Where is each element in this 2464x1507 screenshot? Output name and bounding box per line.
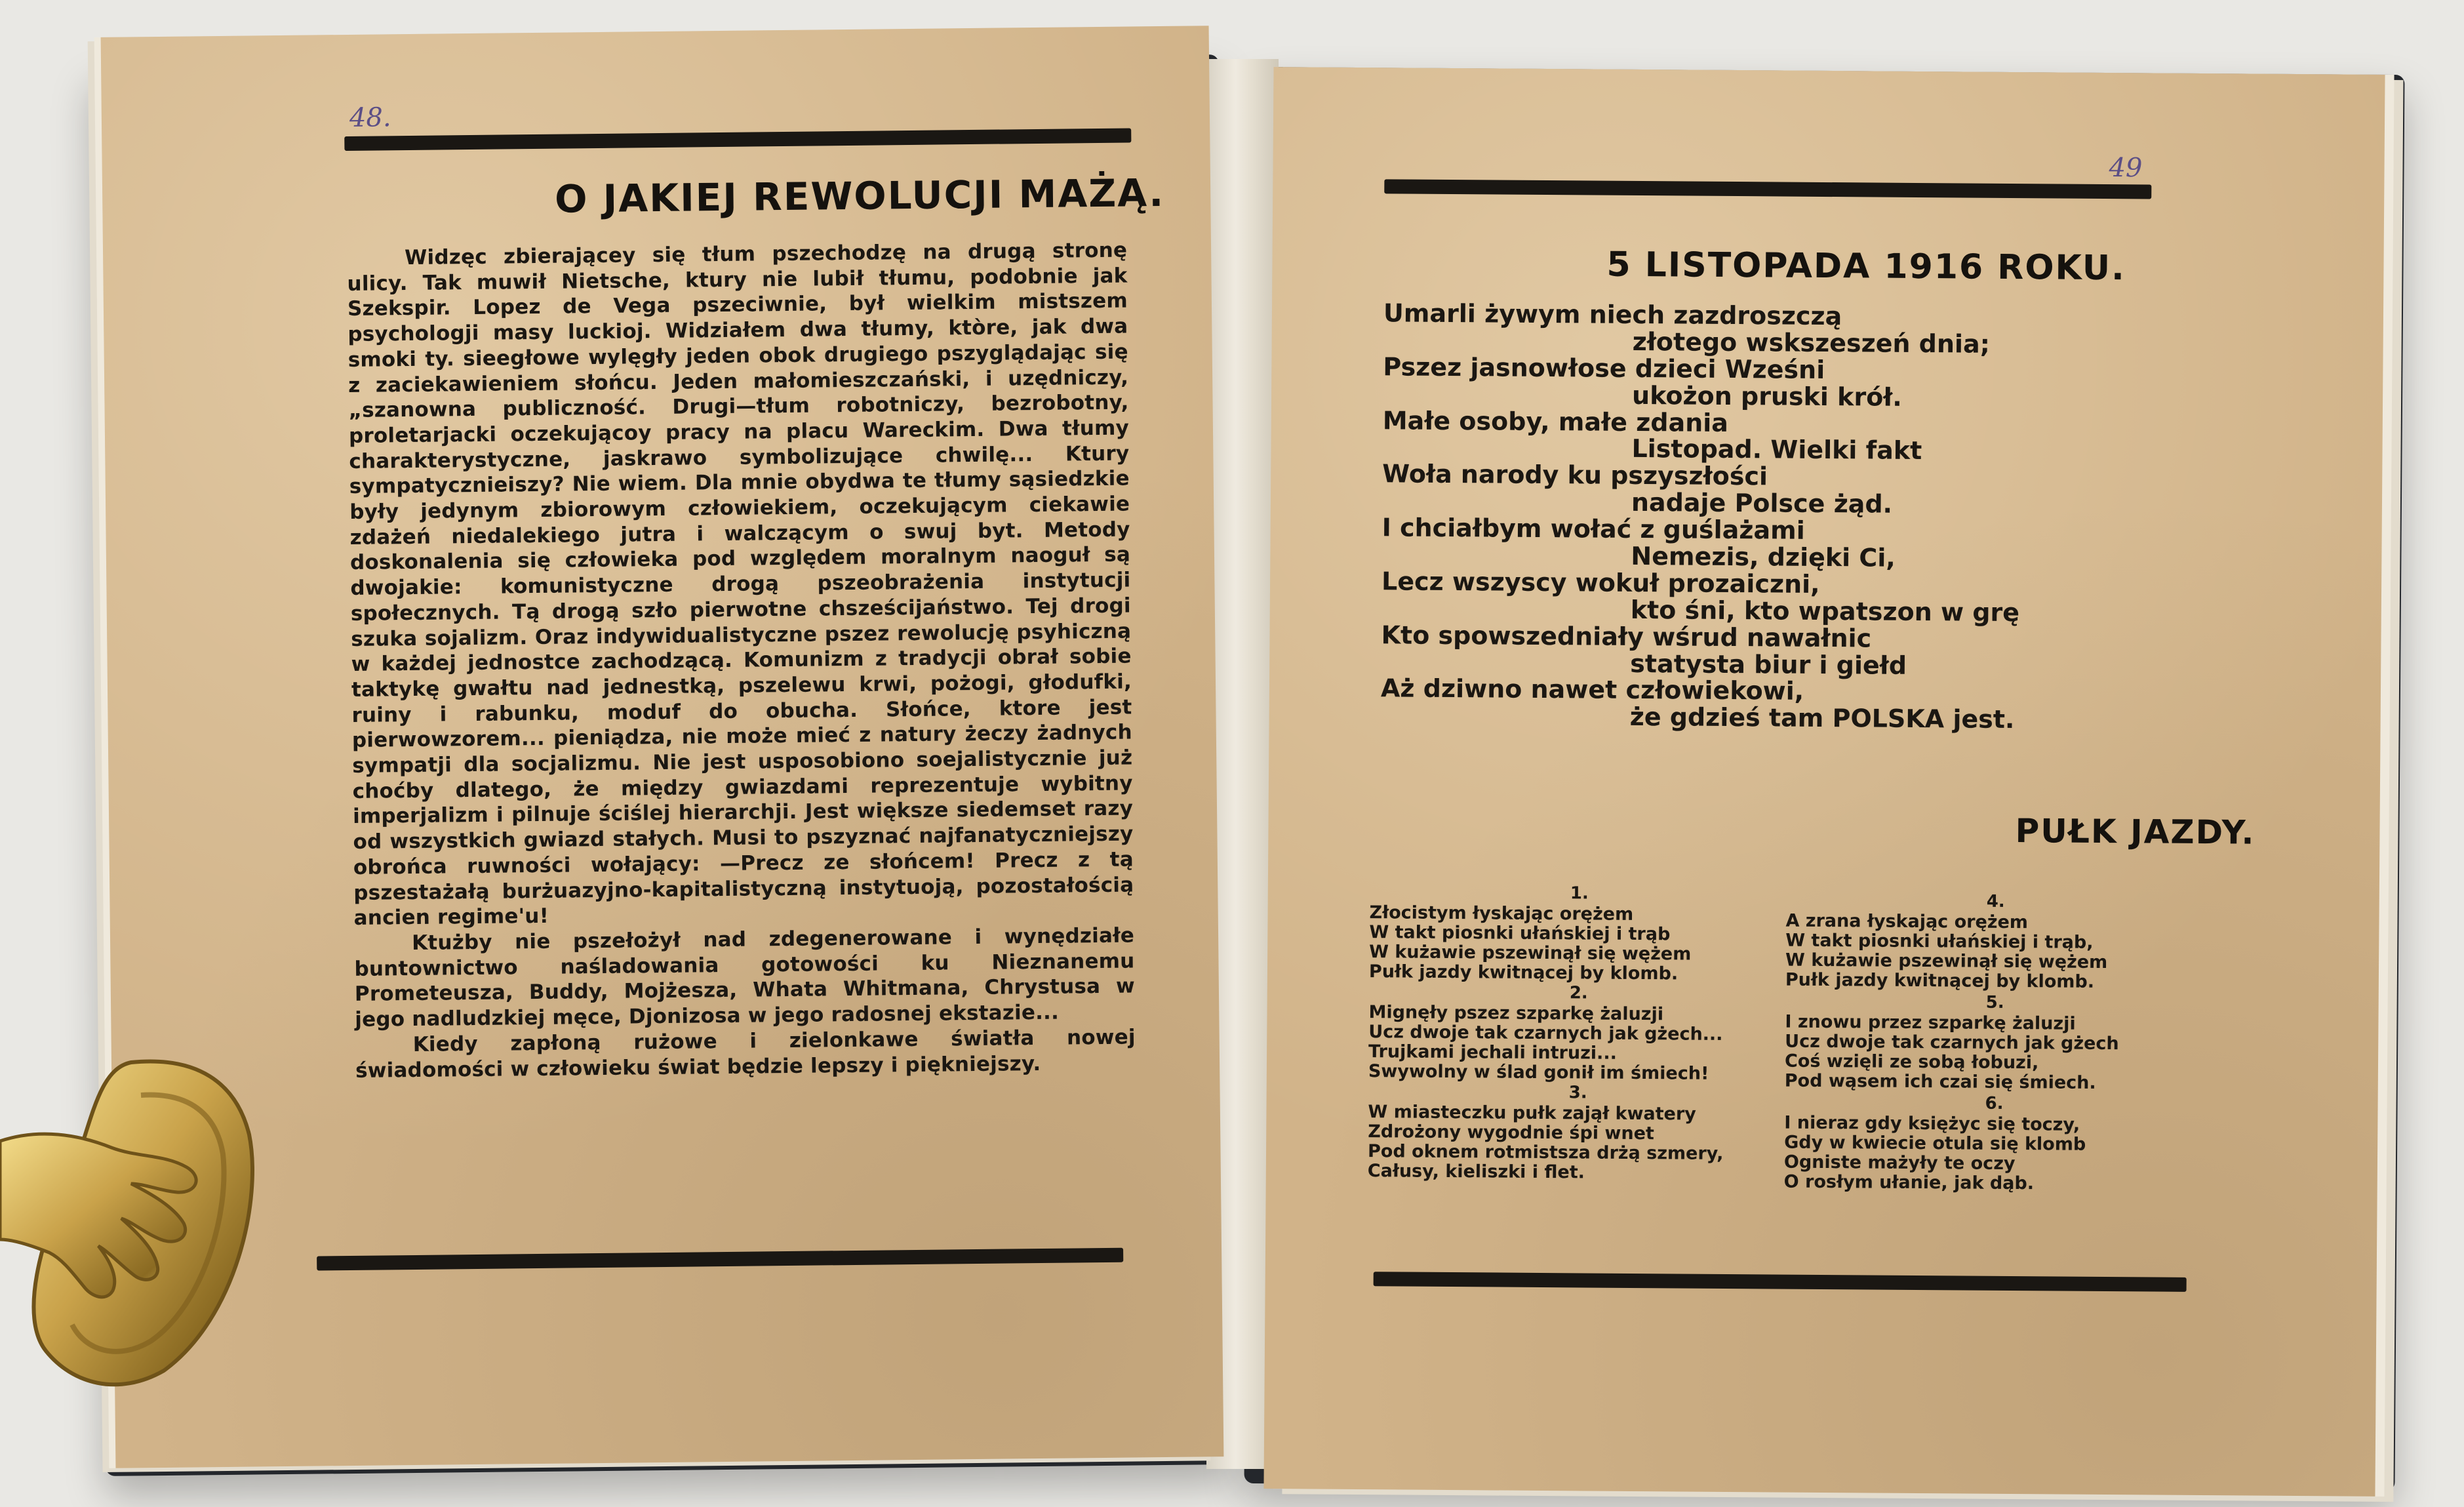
poem-line: Lecz wszyscy wokuł prozaiczni, [1381,567,1820,599]
poem-line: statysta biur i giełd [1630,649,1907,680]
paragraph: Kiedy zapłoną rużowe i zielonkawe światła nowej świadomości w człowieku świat będzie lepszy i piękniejszy. [355,1025,1136,1083]
left-page-body [347,238,1136,1084]
right-page [1263,67,2385,1497]
stanza-number: 2. [1569,983,1588,1003]
stanza-number: 5. [1985,992,2004,1013]
stanza-line: O rosłym ułanie, jak dąb. [1783,1171,2035,1194]
stanza-line: Pod oknem rotmistsza drżą szmery, [1367,1141,1724,1164]
stanza-line: W kużawie pszewinął się wężem [1369,942,1692,965]
poem-line: Nemezis, dzięki Ci, [1631,541,1896,573]
poem-line: Pszez jasnowłose dzieci Wześni [1383,352,1825,384]
left-page [101,26,1224,1468]
brass-hand-page-holder [0,1043,269,1410]
poem-line: ukożon pruski krół. [1631,380,1902,412]
stanza-line: W takt piosnki ułańskiej i trąb, [1785,930,2094,953]
stanza-line: I nieraz gdy księżyc się toczy, [1784,1112,2080,1135]
stanza-line: Pułk jazdy kwitnącej by klomb. [1785,969,2095,992]
stanza-number: 1. [1570,883,1589,904]
stanza-line: Gdy w kwiecie otula się klomb [1784,1132,2086,1155]
stanza-6 [1784,1091,2204,1195]
stanza-1 [1369,881,1789,984]
stanza-line: Ucz dwoje tak czarnych jak gżech... [1368,1022,1723,1045]
stanza-line: I znowu przez szparkę żaluzji [1785,1011,2076,1034]
page-number-left: 48. [349,102,391,133]
poem-line: kto śni, kto wpatszon w grę [1630,595,2020,627]
stanza-4 [1785,889,2206,993]
right-page-title: 5 LISTOPADA 1916 ROKU. [1606,245,2126,289]
poem-line: Kto spowszedniały wśrud nawałnic [1381,620,1872,653]
stanza-2 [1368,980,1789,1084]
stanza-line: A zrana łyskając orężem [1785,910,2029,933]
stanza-number: 4. [1986,891,2005,912]
bottom-rule-left [317,1248,1123,1271]
stanza-line: Trujkami jechali intruzi... [1368,1041,1618,1064]
stanza-line: W miasteczku pułk zajął kwatery [1368,1102,1696,1125]
top-rule-left [344,128,1131,151]
poem-line: złotego wskszeszeń dnia; [1632,327,1991,359]
stanza-line: Coś wzięli ze sobą łobuzi, [1784,1051,2039,1074]
stanza-line: Całusy, kieliszki i flet. [1367,1161,1585,1183]
stanza-number: 6. [1985,1093,2004,1114]
left-page-title: O JAKIEJ REWOLUCJI MAŻĄ. [554,170,1165,222]
stanza-line: Ucz dwoje tak czarnych jak gżech [1785,1031,2119,1055]
stanza-line: Mignęły pszez szparkę żaluzji [1368,1002,1664,1025]
stanza-line: W kużawie pszewinął się wężem [1785,950,2108,973]
bottom-rule-right [1374,1272,2187,1292]
stanza-number: 3. [1568,1083,1587,1103]
page-number-right: 49 [2109,153,2143,184]
stanza-line: Pod wąsem ich czai się śmiech. [1784,1070,2096,1093]
poem-line: Małe osoby, małe zdania [1382,405,1729,437]
paragraph: Widzęc zbierającey się tłum pszechodzę na drugą stronę ulicy. Tak muwił Nietsche, ktury nie lubił tłumu, podobnie jak Szekspir. Lopez de Vega pszeciwnie, był wielkim mistszem psychologji masy luckioj. Widziałem dwa tłumy, ktòre, jak dwa smoki ty. sieegłowe wylęgły jeden obok drugiego pszyglądając się z zaciekawieniem słońcu. Jeden małomieszczański, i uzędniczy, „szanowna publiczność. Drugi—tłum robotniczy, bezrobotny, proletarjacki oczekującoy pracy na placu Wareckim. Dwa tłumy charakterystyczne, jaskrawo symbolizujące chwilę... Ktury sympatycznieiszy? Nie wiem. Dla mnie obydwa te tłumy sąsiedzkie były jedynym zbiorowym człowiekiem, oczekującym ciekawie zdażeń niedalekiego jutra i walczącym o swuj byt. Metody doskonalenia się człowieka pod względem moralnym naoguł są dwojakie: komunistyczne drogą pszeobrażenia instytucji społecznych. Tą drogą szło pierwotne chsześcijaństwo. Tej drogi szuka sojalizm. Oraz indywidualistyczne pszez rewolucję psyhiczną w każdej jednostce zachodzącą. Komunizm z tradycji obrał sobie taktykę gwałtu nad jednestką, pszelewu krwi, pożogi, głodufki, ruiny i rabunku, moduf do obucha. Słońce, ktore jest pierwowzorem... pieniądza, nie może mieć z natury żeczy żadnych sympatji dla socjalizmu. Nie jest usposobiono soejalistycznie już choćby dlatego, że między gwiazdami reprezentuje wybitny imperjalizm i pilnuje ściślej hierarchji. Jest większe siedemset razy od wszystkich gwiazd stałych. Musi to pszyznać najfanatyczniejszy obrońca ruwności wołający: —Precz ze słońcem! Precz z tą pszestażałą burżuazyjno-kapitalistyczną instytuoją, pozostałością ancien regime'u! [347,238,1134,931]
paragraph: Ktużby nie pszełożył nad zdegenerowane i wynędziałe buntownictwo naśladowania gotowości ku Nieznanemu Prometeusza, Buddy, Mojżesza, Whata Whitmana, Chrystusa w jego nadludzkiej męce, Djonizosa w jego radosnej ekstazie... [354,923,1136,1032]
poem-line: nadaje Polsce żąd. [1631,488,1893,519]
poem-line: Woła narody ku pszyszłości [1382,459,1768,491]
poem-line: I chciałbym wołać z guślażami [1381,513,1805,545]
second-poem-title: PUŁK JAZDY. [2015,812,2255,852]
stanza-line: W takt piosnki ułańskiej i trąb [1369,922,1671,945]
poem-line: Aż dziwno nawet człowiekowi, [1380,673,1804,706]
stanza-line: Pułk jazdy kwitnącej by klomb. [1368,961,1679,984]
stanza-line: Swywolny w ślad gonił im śmiech! [1368,1061,1709,1084]
poem-listopad [1381,300,2022,733]
poem-line: Listopad. Wielki fakt [1631,434,1922,466]
poem-line: Umarli żywym niech zazdroszczą [1383,298,1842,331]
stanza-line: Złocistym łyskając orężem [1369,902,1634,925]
top-rule-right [1384,179,2151,199]
stanza-line: Zdrożony wygodnie śpi wnet [1368,1121,1654,1144]
poem-line: że gdzieś tam POLSKA jest. [1629,702,2015,734]
stanza-3 [1368,1080,1788,1184]
stanza-line: Ogniste mażyły te oczy [1783,1152,2016,1175]
stanza-5 [1785,990,2205,1094]
